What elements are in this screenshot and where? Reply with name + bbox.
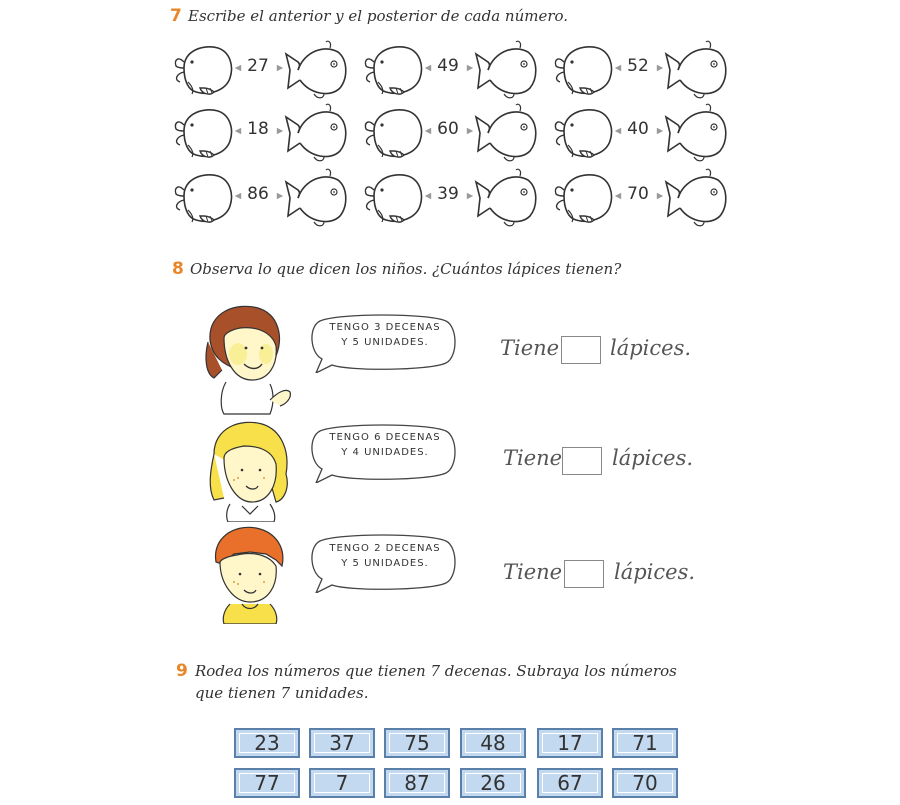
arrow-right-icon bbox=[466, 192, 474, 200]
fish-pair bbox=[360, 101, 538, 163]
fish-right-icon bbox=[664, 166, 728, 228]
fish-right-icon bbox=[474, 38, 538, 100]
bubble-line-1: TENGO 2 DECENAS bbox=[329, 543, 441, 554]
exercise-9-number: 9 bbox=[176, 661, 188, 681]
fish-right-icon bbox=[664, 101, 728, 163]
fish-number: 39 bbox=[437, 184, 459, 204]
bubble-line-1: TENGO 6 DECENAS bbox=[329, 432, 441, 443]
arrow-right-icon bbox=[276, 127, 284, 135]
number-box[interactable]: 17 bbox=[537, 728, 603, 758]
fish-row-2 bbox=[170, 101, 730, 163]
fish-left-icon bbox=[170, 101, 234, 163]
lapices-label: lápices. bbox=[610, 336, 692, 360]
lapices-label: lápices. bbox=[612, 446, 694, 470]
fish-right-icon bbox=[284, 166, 348, 228]
number-box[interactable]: 23 bbox=[234, 728, 300, 758]
answer-box[interactable] bbox=[562, 447, 602, 475]
exercise-8-number: 8 bbox=[172, 259, 184, 279]
fish-left-icon bbox=[360, 166, 424, 228]
tiene-label: Tiene bbox=[503, 446, 563, 470]
fish-left-icon bbox=[550, 166, 614, 228]
fish-pair bbox=[170, 166, 348, 228]
fish-left-icon bbox=[360, 101, 424, 163]
bubble-line-2: Y 5 UNIDADES. bbox=[341, 337, 429, 348]
arrow-right-icon bbox=[656, 192, 664, 200]
fish-right-icon bbox=[664, 38, 728, 100]
fish-left-icon bbox=[550, 38, 614, 100]
exercise-8-instruction: Observa lo que dicen los niños. ¿Cuántos lápices tienen? bbox=[190, 260, 622, 278]
fish-row-1 bbox=[170, 38, 730, 100]
child-red-hair-icon bbox=[206, 524, 296, 624]
bubble-line-1: TENGO 3 DECENAS bbox=[329, 322, 441, 333]
number-box[interactable]: 75 bbox=[384, 728, 450, 758]
fish-pair bbox=[170, 38, 348, 100]
answer-box[interactable] bbox=[561, 336, 601, 364]
fish-pair bbox=[550, 38, 728, 100]
fish-pair bbox=[360, 38, 538, 100]
fish-row-3 bbox=[170, 166, 730, 228]
fish-left-icon bbox=[170, 38, 234, 100]
fish-number: 70 bbox=[627, 184, 649, 204]
exercise-9-instruction-line-2: que tienen 7 unidades. bbox=[195, 684, 369, 702]
fish-number: 27 bbox=[247, 56, 269, 76]
number-box[interactable]: 70 bbox=[612, 768, 678, 798]
lapices-label: lápices. bbox=[614, 560, 696, 584]
arrow-right-icon bbox=[656, 127, 664, 135]
number-box[interactable]: 37 bbox=[309, 728, 375, 758]
exercise-7-number: 7 bbox=[170, 6, 182, 26]
fish-right-icon bbox=[284, 38, 348, 100]
bubble-line-2: Y 5 UNIDADES. bbox=[341, 558, 429, 569]
fish-number: 60 bbox=[437, 119, 459, 139]
number-box[interactable]: 48 bbox=[460, 728, 526, 758]
arrow-right-icon bbox=[276, 64, 284, 72]
arrow-right-icon bbox=[466, 127, 474, 135]
exercise-7-instruction: Escribe el anterior y el posterior de cada número. bbox=[188, 7, 569, 25]
arrow-right-icon bbox=[656, 64, 664, 72]
number-box[interactable]: 26 bbox=[460, 768, 526, 798]
fish-number: 40 bbox=[627, 119, 649, 139]
arrow-right-icon bbox=[466, 64, 474, 72]
fish-pair bbox=[550, 166, 728, 228]
fish-number: 86 bbox=[247, 184, 269, 204]
number-box[interactable]: 67 bbox=[537, 768, 603, 798]
fish-number: 49 bbox=[437, 56, 459, 76]
fish-left-icon bbox=[360, 38, 424, 100]
fish-right-icon bbox=[284, 101, 348, 163]
fish-number: 18 bbox=[247, 119, 269, 139]
number-box[interactable]: 71 bbox=[612, 728, 678, 758]
fish-pair bbox=[360, 166, 538, 228]
tiene-label: Tiene bbox=[503, 560, 563, 584]
number-box[interactable]: 87 bbox=[384, 768, 450, 798]
number-box[interactable]: 7 bbox=[309, 768, 375, 798]
fish-left-icon bbox=[550, 101, 614, 163]
tiene-label: Tiene bbox=[500, 336, 560, 360]
number-box[interactable]: 77 bbox=[234, 768, 300, 798]
fish-right-icon bbox=[474, 101, 538, 163]
child-blonde-hair-icon bbox=[202, 418, 298, 522]
fish-left-icon bbox=[170, 166, 234, 228]
arrow-right-icon bbox=[276, 192, 284, 200]
exercise-9-instruction-line-1: Rodea los números que tienen 7 decenas. Subraya los números bbox=[195, 662, 677, 680]
bubble-line-2: Y 4 UNIDADES. bbox=[341, 447, 429, 458]
fish-pair bbox=[550, 101, 728, 163]
answer-box[interactable] bbox=[564, 560, 604, 588]
fish-number: 52 bbox=[627, 56, 649, 76]
child-brown-hair-icon bbox=[200, 300, 300, 415]
fish-pair bbox=[170, 101, 348, 163]
fish-right-icon bbox=[474, 166, 538, 228]
